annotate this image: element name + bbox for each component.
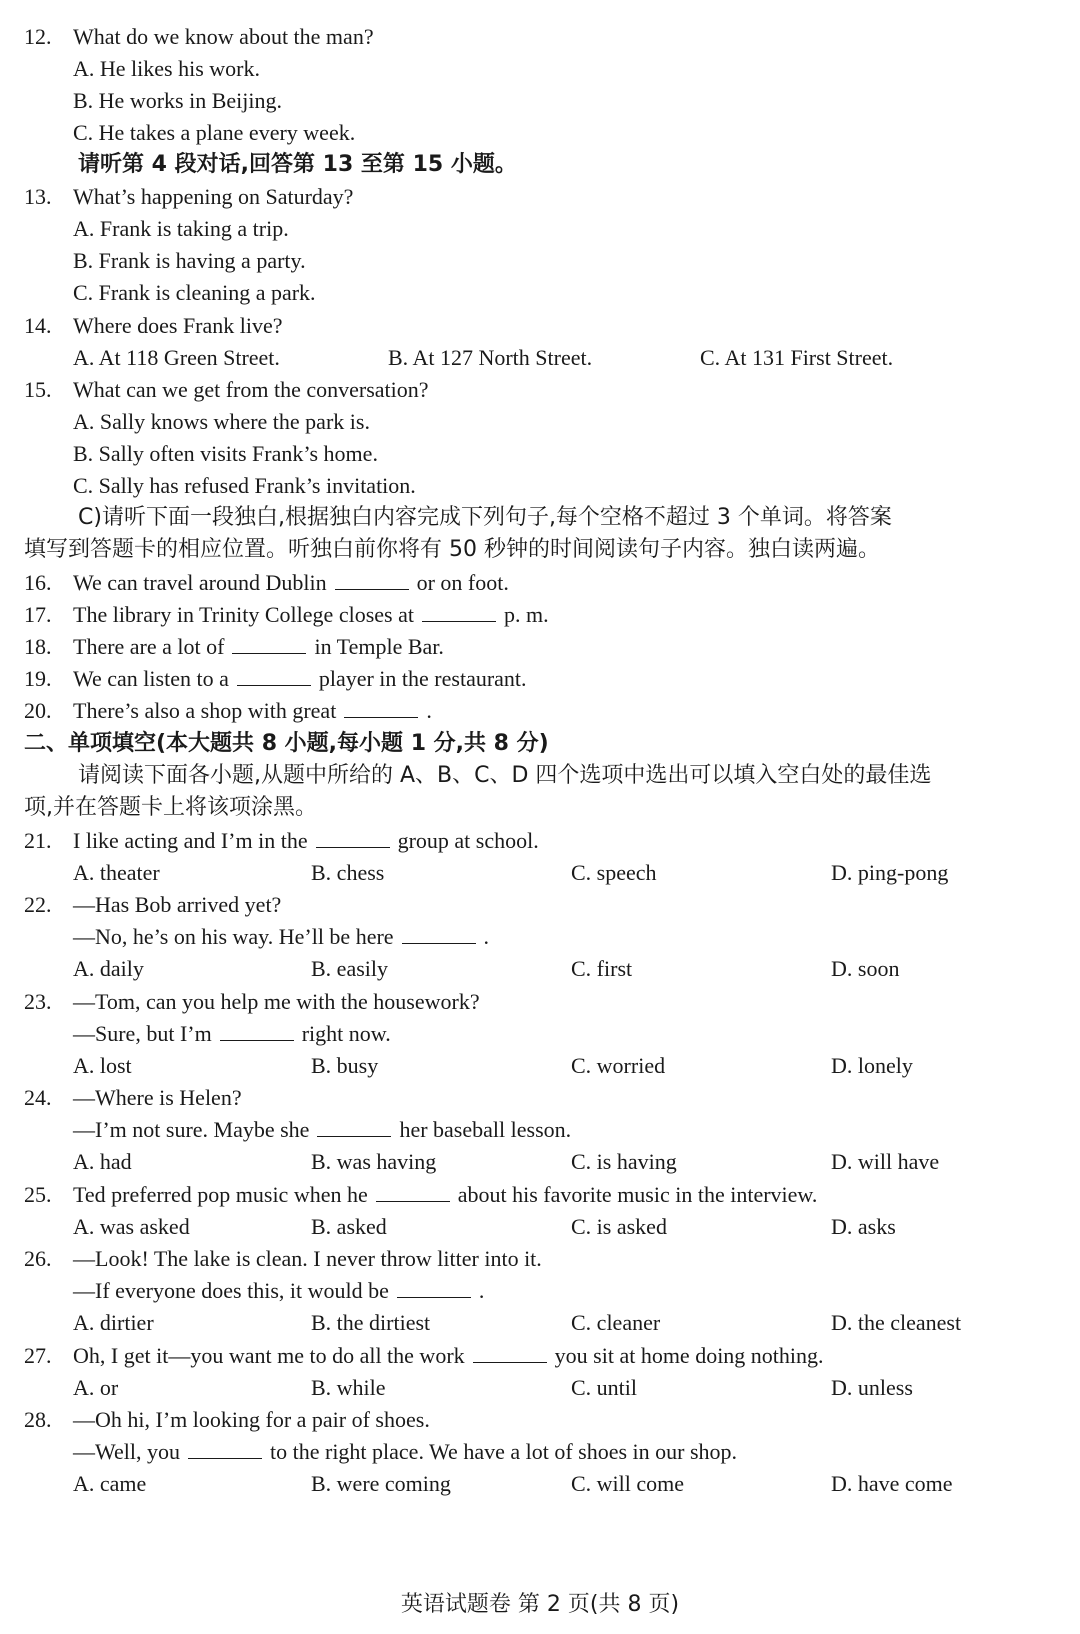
option-c: C. At 131 First Street. <box>700 345 894 370</box>
option-a: A. theater <box>73 860 160 885</box>
answer-blank <box>397 1277 471 1298</box>
question-number: 21. <box>24 828 52 853</box>
option-row <box>0 276 1080 310</box>
question-stem <box>73 598 549 632</box>
option-a: A. Frank is taking a trip. <box>73 216 289 241</box>
page-footer: 英语试题卷 第 2 页(共 8 页) <box>400 1592 680 1617</box>
part-c-instruction <box>0 501 1080 535</box>
stem-before: —Well, you <box>73 1439 180 1464</box>
option-c: C. Frank is cleaning a park. <box>73 280 316 305</box>
question-number: 24. <box>24 1085 52 1110</box>
option-c: C. Sally has refused Frank’s invitation. <box>73 473 416 498</box>
dialogue-line <box>73 1113 571 1147</box>
answer-blank <box>317 1116 391 1137</box>
option-d: D. have come <box>831 1471 953 1496</box>
question-stem: Where does Frank live? <box>73 313 283 338</box>
option-d: D. asks <box>831 1214 896 1239</box>
option-a: A. He likes his work. <box>73 56 260 81</box>
question-21 <box>0 824 1080 858</box>
instruction-line-1: C)请听下面一段独白,根据独白内容完成下列句子,每个空格不超过 3 个单词。将答案 <box>78 505 892 530</box>
question-23 <box>0 985 1080 1019</box>
question-24-response <box>0 1113 1080 1147</box>
stem-before: —I’m not sure. Maybe she <box>73 1117 310 1142</box>
option-b: B. the dirtiest <box>311 1310 431 1335</box>
stem-after: about his favorite music in the interview. <box>457 1182 818 1207</box>
option-row <box>0 1306 1080 1340</box>
question-28 <box>0 1403 1080 1437</box>
question-number: 22. <box>24 892 52 917</box>
question-number: 14. <box>24 313 52 338</box>
option-d: D. ping-pong <box>831 860 949 885</box>
question-number: 28. <box>24 1407 52 1432</box>
section-2-instruction <box>0 759 1080 793</box>
answer-blank <box>473 1342 547 1363</box>
option-b: B. while <box>311 1375 386 1400</box>
stem-after: . <box>483 924 490 949</box>
option-c: C. is asked <box>571 1214 667 1239</box>
stem-after: or on foot. <box>416 570 509 595</box>
option-b: B. were coming <box>311 1471 451 1496</box>
option-a: A. or <box>73 1375 119 1400</box>
question-14 <box>0 309 1080 343</box>
option-row <box>0 244 1080 278</box>
question-number: 19. <box>24 666 52 691</box>
option-c: C. speech <box>571 860 657 885</box>
option-c: C. He takes a plane every week. <box>73 120 356 145</box>
option-c: C. is having <box>571 1149 677 1174</box>
stem-after: to the right place. We have a lot of shoes in our shop. <box>270 1439 738 1464</box>
question-number: 17. <box>24 602 52 627</box>
question-25 <box>0 1178 1080 1212</box>
stem-before: There are a lot of <box>73 634 225 659</box>
question-stem: What’s happening on Saturday? <box>73 184 354 209</box>
option-b: B. He works in Beijing. <box>73 88 282 113</box>
stem-before: —No, he’s on his way. He’ll be here <box>73 924 394 949</box>
answer-blank <box>316 827 390 848</box>
question-stem <box>73 694 432 728</box>
dialogue-line: —Where is Helen? <box>73 1085 242 1110</box>
question-19 <box>0 662 1080 696</box>
option-b: B. Sally often visits Frank’s home. <box>73 441 378 466</box>
question-23-response <box>0 1017 1080 1051</box>
question-stem <box>73 662 527 696</box>
answer-blank <box>335 569 409 590</box>
option-c: C. cleaner <box>571 1310 661 1335</box>
question-27 <box>0 1339 1080 1373</box>
option-row <box>0 52 1080 86</box>
instruction-line-1: 请阅读下面各小题,从题中所给的 A、B、C、D 四个选项中选出可以填入空白处的最佳选 <box>78 763 932 788</box>
question-16 <box>0 566 1080 600</box>
dialogue-line: —Has Bob arrived yet? <box>73 892 282 917</box>
section-2-instruction <box>0 791 1080 825</box>
option-a: A. dirtier <box>73 1310 154 1335</box>
option-row <box>0 1467 1080 1501</box>
stem-after: group at school. <box>397 828 539 853</box>
option-c: C. worried <box>571 1053 666 1078</box>
option-a: A. At 118 Green Street. <box>73 345 280 370</box>
question-stem <box>73 1178 817 1212</box>
option-row <box>0 1210 1080 1244</box>
question-stem: What can we get from the conversation? <box>73 377 429 402</box>
question-number: 25. <box>24 1182 52 1207</box>
option-b: B. chess <box>311 860 385 885</box>
stem-before: Ted preferred pop music when he <box>73 1182 368 1207</box>
answer-blank <box>422 601 496 622</box>
question-22 <box>0 888 1080 922</box>
question-26-response <box>0 1274 1080 1308</box>
question-22-response <box>0 920 1080 954</box>
answer-blank <box>188 1438 262 1459</box>
dialogue-line <box>73 1274 484 1308</box>
option-row <box>0 437 1080 471</box>
stem-after: in Temple Bar. <box>314 634 444 659</box>
answer-blank <box>220 1020 294 1041</box>
stem-after: . <box>478 1278 485 1303</box>
stem-before: There’s also a shop with great <box>73 698 337 723</box>
option-d: D. unless <box>831 1375 913 1400</box>
stem-before: I like acting and I’m in the <box>73 828 308 853</box>
question-number: 26. <box>24 1246 52 1271</box>
question-20 <box>0 694 1080 728</box>
answer-blank <box>344 697 418 718</box>
question-24 <box>0 1081 1080 1115</box>
stem-after: . <box>426 698 432 723</box>
stem-after: right now. <box>301 1021 391 1046</box>
option-a: A. daily <box>73 956 144 981</box>
question-number: 23. <box>24 989 52 1014</box>
option-row <box>0 341 1080 375</box>
option-c: C. will come <box>571 1471 685 1496</box>
dialogue-line: —Tom, can you help me with the housework? <box>73 989 480 1014</box>
stem-after: player in the restaurant. <box>318 666 527 691</box>
question-stem: What do we know about the man? <box>73 24 374 49</box>
stem-before: —Sure, but I’m <box>73 1021 212 1046</box>
option-d: D. the cleanest <box>831 1310 962 1335</box>
instruction-line-2: 填写到答题卡的相应位置。听独白前你将有 50 秒钟的时间阅读句子内容。独白读两遍。 <box>24 537 880 562</box>
option-a: A. came <box>73 1471 147 1496</box>
question-26 <box>0 1242 1080 1276</box>
dialogue-line <box>73 1017 391 1051</box>
stem-before: —If everyone does this, it would be <box>73 1278 389 1303</box>
stem-before: We can listen to a <box>73 666 229 691</box>
question-stem <box>73 630 444 664</box>
dialogue-line: —Look! The lake is clean. I never throw litter into it. <box>73 1246 542 1271</box>
section-2-heading <box>0 727 1080 761</box>
question-number: 15. <box>24 377 52 402</box>
stem-before: We can travel around Dublin <box>73 570 327 595</box>
option-row <box>0 1049 1080 1083</box>
dialogue-line: —Oh hi, I’m looking for a pair of shoes. <box>73 1407 430 1432</box>
option-d: D. soon <box>831 956 900 981</box>
stem-before: The library in Trinity College closes at <box>73 602 414 627</box>
question-15 <box>0 373 1080 407</box>
question-stem <box>73 1339 824 1373</box>
stem-after: p. m. <box>503 602 549 627</box>
option-row <box>0 116 1080 150</box>
section-title: 二、单项填空(本大题共 8 小题,每小题 1 分,共 8 分) <box>24 731 549 756</box>
option-row <box>0 1145 1080 1179</box>
question-stem <box>73 566 509 600</box>
question-number: 13. <box>24 184 52 209</box>
question-28-response <box>0 1435 1080 1469</box>
part-c-instruction <box>0 533 1080 567</box>
stem-after: you sit at home doing nothing. <box>554 1343 824 1368</box>
instruction-line-2: 项,并在答题卡上将该项涂黑。 <box>24 795 317 820</box>
stem-before: Oh, I get it—you want me to do all the work <box>73 1343 465 1368</box>
dialogue-line <box>73 1435 737 1469</box>
answer-blank <box>376 1181 450 1202</box>
section-instruction <box>0 148 1080 182</box>
option-b: B. Frank is having a party. <box>73 248 306 273</box>
option-c: C. until <box>571 1375 638 1400</box>
dialogue-line <box>73 920 489 954</box>
option-a: A. had <box>73 1149 132 1174</box>
answer-blank <box>237 665 311 686</box>
question-number: 18. <box>24 634 52 659</box>
option-d: D. will have <box>831 1149 940 1174</box>
option-row <box>0 84 1080 118</box>
option-row <box>0 405 1080 439</box>
option-b: B. was having <box>311 1149 437 1174</box>
option-b: B. easily <box>311 956 388 981</box>
question-17 <box>0 598 1080 632</box>
option-a: A. lost <box>73 1053 132 1078</box>
instruction-text: 请听第 4 段对话,回答第 13 至第 15 小题。 <box>78 152 517 177</box>
option-row <box>0 212 1080 246</box>
option-b: B. At 127 North Street. <box>388 345 593 370</box>
option-c: C. first <box>571 956 633 981</box>
question-number: 12. <box>24 24 52 49</box>
option-row <box>0 1371 1080 1405</box>
option-a: A. Sally knows where the park is. <box>73 409 370 434</box>
question-18 <box>0 630 1080 664</box>
question-number: 16. <box>24 570 52 595</box>
question-number: 20. <box>24 698 52 723</box>
option-row <box>0 469 1080 503</box>
answer-blank <box>402 923 476 944</box>
question-12 <box>0 20 1080 54</box>
option-row <box>0 856 1080 890</box>
option-a: A. was asked <box>73 1214 190 1239</box>
question-number: 27. <box>24 1343 52 1368</box>
option-row <box>0 952 1080 986</box>
option-d: D. lonely <box>831 1053 913 1078</box>
option-b: B. asked <box>311 1214 387 1239</box>
option-b: B. busy <box>311 1053 379 1078</box>
question-stem <box>73 824 539 858</box>
stem-after: her baseball lesson. <box>399 1117 572 1142</box>
question-13 <box>0 180 1080 214</box>
answer-blank <box>232 633 306 654</box>
